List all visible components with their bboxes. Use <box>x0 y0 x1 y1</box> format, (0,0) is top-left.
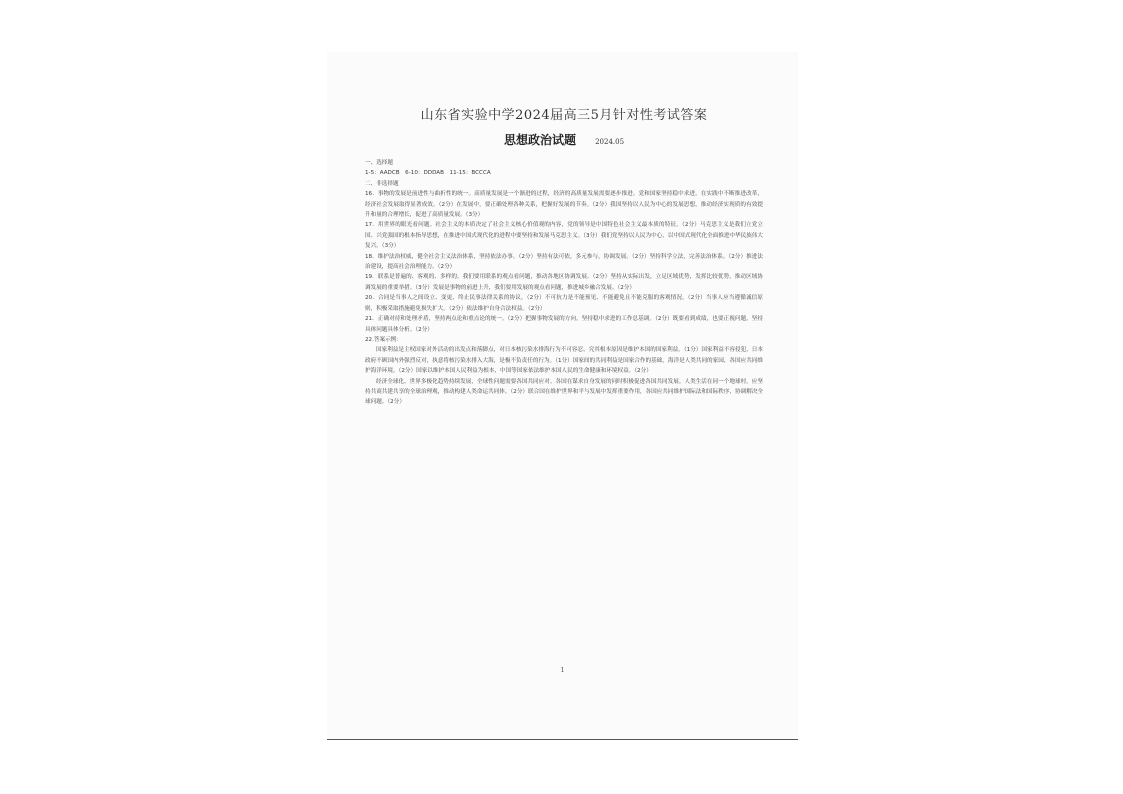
answer-paragraph: 1-5：AADCB 6-10：DDDAB 11-15：BCCCA <box>365 170 491 177</box>
document-page <box>327 52 798 740</box>
answer-paragraph: 17．用世界的眼光看问题。社会主义的本质决定了社会主义核心价值观的内容，党的领导是中国特色社会主义最本质的特征。（2分）马克思主义是我们立党立国、兴党强国的根本指导思想，在推进中国式现代化的进程中要坚持和发展马克思主义。（3分）我们党坚持以人民为中心，以中国式现代化全面推进中华民族伟大复兴。（3分） <box>365 222 763 250</box>
answer-paragraph: 20．合同是当事人之间设立、变更、终止民事法律关系的协议。（2分）不可抗力是不能预见、不能避免且不能克服的客观情况。（2分）当事人应当遵循诚信原则，积极采取措施避免损失扩大。（2分）依法维护自身合法权益。（2分） <box>365 295 763 312</box>
answer-content <box>365 104 763 408</box>
answer-paragraph: 国家利益是主权国家对外活动的出发点和落脚点，对日本核污染水排海行为不可容忍，究其根本原因是维护本国的国家利益。（1分）国家利益不容侵犯，日本政府不顾国内外强烈反对，执意将核污染水排入大海，是极不负责任的行为。（1分）国家间的共同利益是国家合作的基础，海洋是人类共同的家园，各国应共同维护海洋环境。（2分）国家以维护本国人民利益为根本，中国等国家依法维护本国人民的生命健康和环境权益。（2分） <box>365 347 763 375</box>
answer-paragraph: 22.答案示例： <box>365 336 402 343</box>
document-date: 2024.05 <box>595 138 625 146</box>
answer-body <box>365 158 763 408</box>
answer-paragraph: 19．联系是普遍的、客观的、多样的。我们要用联系的观点看问题，推动各地区协调发展。（2分）坚持从实际出发，立足区域优势，发挥比较优势，推动区域协调发展的重要举措。（3分）发展是事物的前进上升，我们要用发展的观点看问题，推进城乡融合发展。（2分） <box>365 274 763 291</box>
subtitle-row <box>365 129 763 148</box>
answer-paragraph: 二、非选择题 <box>365 180 399 187</box>
answer-paragraph: 21．正确对待和处理矛盾，坚持两点论和重点论的统一。（2分）把握事物发展的方向，坚持稳中求进的工作总基调。（2分）既要看到成绩，也要正视问题，坚持具体问题具体分析。（2分） <box>365 316 763 333</box>
bottom-rule <box>327 739 798 740</box>
document-title: 山东省实验中学2024届高三5月针对性考试答案 <box>420 108 708 123</box>
answer-paragraph: 16．事物的发展是前进性与曲折性的统一。高质量发展是一个渐进的过程，经济的高质量发展需要逐步推进。党和国家坚持稳中求进，在实践中不断推进改革，经济社会发展取得显著成效。（2分）在发展中，要正确处理各种关系，把握好发展的节奏。（2分）我国坚持以人民为中心的发展思想，推动经济实现质的有效提升和量的合理增长，促进了高质量发展。（3分） <box>365 191 763 219</box>
answer-paragraph: 一、选择题 <box>365 160 393 166</box>
page-number: 1 <box>560 667 565 674</box>
answer-paragraph: 18．维护法治权威，健全社会主义法治体系，坚持依法办事。（2分）坚持有法可依，多元参与，协调发展。（2分）坚持科学立法，完善法治体系。（2分）推进法治建设，提高社会治理能力。（2分） <box>365 253 763 271</box>
document-subtitle: 思想政治试题 <box>503 133 576 147</box>
answer-paragraph: 经济全球化、世界多极化趋势持续发展，全球性问题需要各国共同应对。各国在谋求自身发展的同时积极促进各国共同发展。人类生活在同一个地球村，应坚持共商共建共享的全球治理观，推动构建人类命运共同体。（2分）联合国在维护世界和平与发展中发挥重要作用，各国应共同维护国际法和国际秩序，协调解决全球问题。（2分） <box>365 378 763 406</box>
